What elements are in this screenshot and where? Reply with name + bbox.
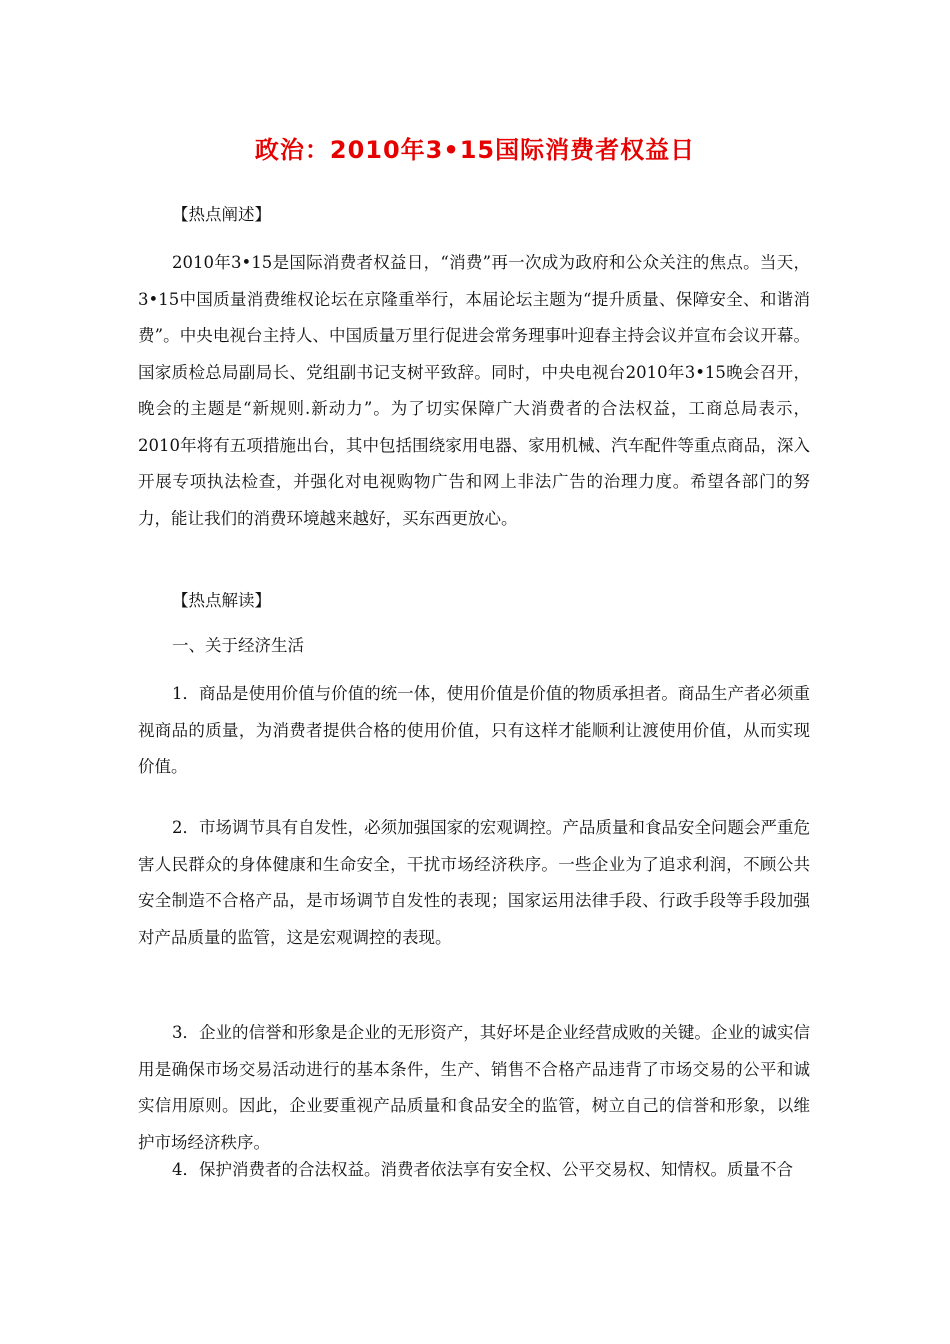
hot-reading-heading: 【热点解读】 [172,591,271,610]
hot-intro-paragraph: 2010年3•15是国际消费者权益日，“消费”再一次成为政府和公众关注的焦点。当天，3•15中国质量消费维权论坛在京隆重举行，本届论坛主题为“提升质量、保障安全、和谐消费”。中央电视台主持人、中国质量万里行促进会常务理事叶迎春主持会议并宣布会议开幕。国家质检总局副局长、党组副书记支树平致辞。同时，中央电视台2010年3•15晚会召开，晚会的主题是“新规则.新动力”。为了切实保障广大消费者的合法权益，工商总局表示，2010年将有五项措施出台，其中包括围绕家用电器、家用机械、汽车配件等重点商品，深入开展专项执法检查，并强化对电视购物广告和网上非法广告的治理力度。希望各部门的努力，能让我们的消费环境越来越好，买东西更放心。 [138,253,810,528]
document-title: 政治：2010年3•15国际消费者权益日 [254,136,696,164]
paragraph-point-3: 3．企业的信誉和形象是企业的无形资产，其好坏是企业经营成败的关键。企业的诚实信用是确保市场交易活动进行的基本条件，生产、销售不合格产品违背了市场交易的公平和诚实信用原则。因此，企业要重视产品质量和食品安全的监管，树立自己的信誉和形象，以维护市场经济秩序。 [138,1023,810,1152]
econ-section-heading: 一、关于经济生活 [172,636,304,655]
paragraph-point-2: 2．市场调节具有自发性，必须加强国家的宏观调控。产品质量和食品安全问题会严重危害人民群众的身体健康和生命安全，干扰市场经济秩序。一些企业为了追求利润，不顾公共安全制造不合格产品，是市场调节自发性的表现；国家运用法律手段、行政手段等手段加强对产品质量的监管，这是宏观调控的表现。 [138,818,810,947]
hot-intro-heading: 【热点阐述】 [172,205,271,224]
paragraph-point-1: 1．商品是使用价值与价值的统一体，使用价值是价值的物质承担者。商品生产者必须重视商品的质量，为消费者提供合格的使用价值，只有这样才能顺利让渡使用价值，从而实现价值。 [138,684,810,776]
paragraph-point-4: 4．保护消费者的合法权益。消费者依法享有安全权、公平交易权、知情权。质量不合 [172,1160,793,1179]
